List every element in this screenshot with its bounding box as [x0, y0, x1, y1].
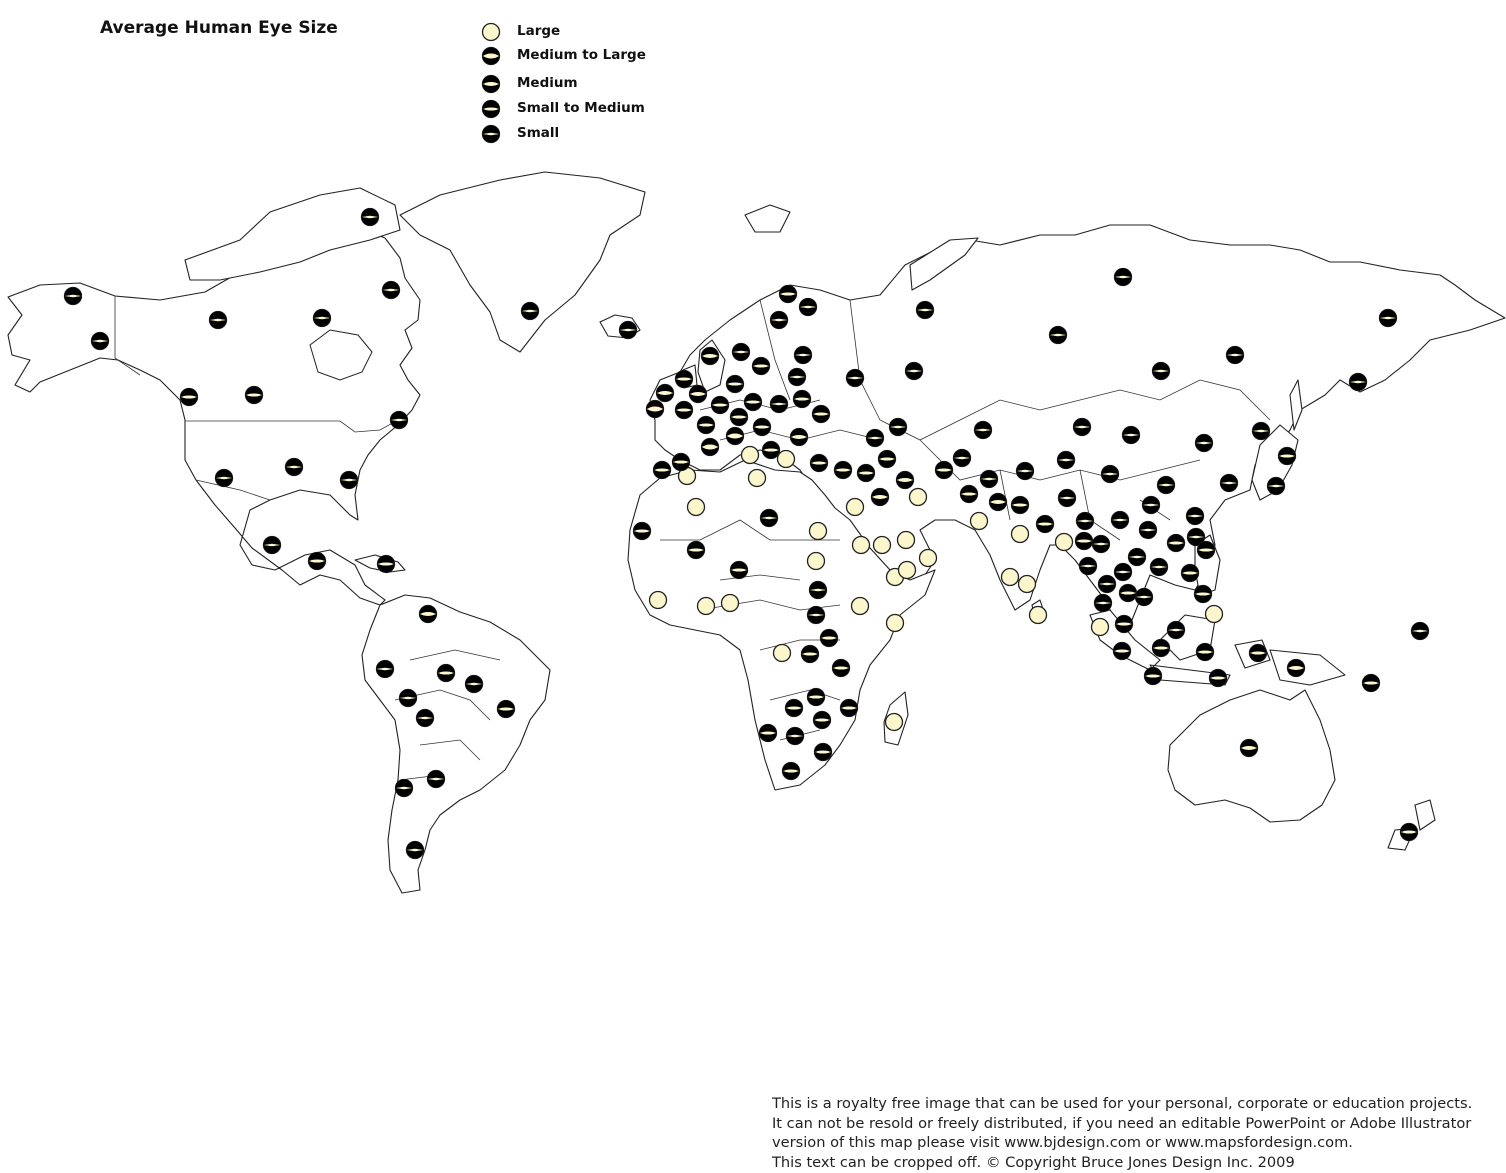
eye-marker-icon [810, 523, 827, 540]
eye-marker-icon [654, 462, 671, 479]
medium-eye-icon [483, 76, 500, 93]
eye-marker-icon [858, 465, 875, 482]
eye-marker-icon [1093, 536, 1110, 553]
eye-marker-icon [1210, 670, 1227, 687]
eye-marker-icon [1136, 589, 1153, 606]
copyright-line-2: It can not be resold or freely distributed, if you need an editable PowerPoint or Adobe Illustrator [772, 1114, 1472, 1132]
eye-marker-icon [899, 562, 916, 579]
eye-marker-icon [1288, 660, 1305, 677]
copyright-notice [772, 1094, 1472, 1172]
eye-marker-icon [657, 385, 674, 402]
eye-marker-icon [417, 710, 434, 727]
eye-marker-icon [688, 542, 705, 559]
eye-marker-icon [874, 537, 891, 554]
eye-marker-icon [314, 310, 331, 327]
eye-marker-icon [731, 562, 748, 579]
eye-marker-icon [1030, 607, 1047, 624]
eye-marker-icon [847, 499, 864, 516]
eye-marker-icon [1221, 475, 1238, 492]
eye-marker-icon [727, 376, 744, 393]
legend-label-small-to-medium: Small to Medium [517, 100, 645, 116]
eye-marker-icon [981, 471, 998, 488]
eye-marker-icon [1197, 644, 1214, 661]
eye-marker-icon [1058, 452, 1075, 469]
eye-marker-icon [808, 607, 825, 624]
eye-marker-icon [821, 630, 838, 647]
eye-marker-icon [1080, 558, 1097, 575]
eye-marker-icon [1059, 490, 1076, 507]
eye-marker-icon [396, 780, 413, 797]
eye-marker-icon [771, 312, 788, 329]
eye-marker-icon [886, 714, 903, 731]
eye-marker-icon [786, 700, 803, 717]
eye-marker-icon [1268, 478, 1285, 495]
eye-marker-icon [789, 369, 806, 386]
eye-marker-icon [990, 494, 1007, 511]
eye-marker-icon [800, 299, 817, 316]
eye-marker-icon [795, 347, 812, 364]
eye-marker-icon [698, 417, 715, 434]
eye-marker-icon [727, 428, 744, 445]
eye-marker-icon [760, 725, 777, 742]
eye-marker-icon [688, 499, 705, 516]
eye-marker-icon [1140, 522, 1157, 539]
eye-marker-icon [802, 646, 819, 663]
eye-marker-icon [383, 282, 400, 299]
eye-marker-icon [1279, 448, 1296, 465]
eye-marker-icon [378, 556, 395, 573]
eye-marker-icon [1050, 327, 1067, 344]
eye-marker-icon [1412, 623, 1429, 640]
legend-item-small [480, 122, 680, 144]
small-medium-eye-icon [480, 97, 504, 121]
eye-marker-icon [1350, 374, 1367, 391]
eye-marker-icon [1253, 423, 1270, 440]
eye-marker-icon [1206, 606, 1223, 623]
south-america-landmass [362, 595, 550, 893]
eye-marker-icon [65, 288, 82, 305]
eye-marker-icon [1056, 534, 1073, 551]
eye-marker-icon [1074, 419, 1091, 436]
eye-marker-icon [702, 439, 719, 456]
legend-item-medium [480, 72, 680, 94]
legend-item-medium-to-large [480, 44, 680, 66]
eye-marker-icon [906, 363, 923, 380]
eye-marker-icon [1076, 533, 1093, 550]
eye-marker-icon [650, 592, 667, 609]
eye-marker-icon [1077, 513, 1094, 530]
eye-marker-icon [1002, 569, 1019, 586]
eye-marker-icon [853, 537, 870, 554]
eye-marker-icon [1115, 564, 1132, 581]
eye-marker-icon [794, 391, 811, 408]
eye-marker-icon [975, 422, 992, 439]
copyright-line-1: This is a royalty free image that can be used for your personal, corporate or education projects. [772, 1095, 1473, 1112]
eye-marker-icon [1112, 512, 1129, 529]
eye-marker-icon [778, 451, 795, 468]
eye-marker-icon [763, 442, 780, 459]
eye-marker-icon [1143, 497, 1160, 514]
eye-marker-icon [400, 690, 417, 707]
legend-label-medium: Medium [517, 75, 578, 91]
eye-marker-icon [791, 429, 808, 446]
eye-marker-icon [1145, 668, 1162, 685]
eye-marker-icon [1120, 585, 1137, 602]
eye-marker-icon [181, 389, 198, 406]
eye-marker-icon [811, 455, 828, 472]
eye-marker-icon [1095, 595, 1112, 612]
eye-marker-icon [1102, 466, 1119, 483]
eye-marker-icon [286, 459, 303, 476]
north-america-landmass [8, 228, 420, 605]
eye-marker-icon [1019, 576, 1036, 593]
eye-marker-icon [810, 582, 827, 599]
eye-marker-icon [1198, 542, 1215, 559]
eye-marker-icon [341, 472, 358, 489]
eye-marker-icon [749, 470, 766, 487]
eye-marker-icon [420, 606, 437, 623]
eye-marker-icon [391, 412, 408, 429]
eye-marker-icon [920, 550, 937, 567]
large-eye-icon [480, 20, 504, 44]
eye-marker-icon [814, 712, 831, 729]
eye-marker-icon [1099, 576, 1116, 593]
eye-marker-icon [690, 386, 707, 403]
eye-marker-icon [879, 451, 896, 468]
eye-marker-icon [787, 728, 804, 745]
eye-marker-icon [954, 450, 971, 467]
svalbard-islands [745, 205, 790, 232]
eye-marker-icon [428, 771, 445, 788]
eye-marker-icon [362, 209, 379, 226]
map-title: Average Human Eye Size [100, 18, 338, 38]
eye-marker-icon [264, 537, 281, 554]
eye-marker-icon [815, 744, 832, 761]
eye-marker-icon [498, 701, 515, 718]
eye-marker-icon [1168, 622, 1185, 639]
eye-marker-icon [676, 402, 693, 419]
legend-label-small: Small [517, 125, 560, 141]
eye-marker-icon [1401, 824, 1418, 841]
eye-marker-icon [961, 486, 978, 503]
eye-marker-icon [745, 394, 762, 411]
small-eye-icon [483, 126, 500, 143]
eye-marker-icon [216, 470, 233, 487]
eye-marker-icon [1195, 586, 1212, 603]
eye-marker-icon [971, 513, 988, 530]
eye-marker-icon [1196, 435, 1213, 452]
medium-large-eye-icon [480, 44, 504, 68]
eye-marker-icon [774, 645, 791, 662]
eye-marker-icon [910, 489, 927, 506]
eye-marker-icon [753, 358, 770, 375]
eye-marker-icon [1187, 508, 1204, 525]
eye-marker-icon [936, 462, 953, 479]
eye-marker-icon [438, 665, 455, 682]
eye-marker-icon [1153, 640, 1170, 657]
eye-marker-icon [780, 286, 797, 303]
eye-marker-icon [847, 370, 864, 387]
eye-marker-icon [246, 387, 263, 404]
eye-marker-icon [887, 615, 904, 632]
eye-marker-icon [1153, 363, 1170, 380]
eye-marker-icon [1123, 427, 1140, 444]
eye-marker-icon [1017, 463, 1034, 480]
eye-marker-icon [1227, 347, 1244, 364]
eye-marker-icon [808, 689, 825, 706]
legend-item-small-to-medium [480, 97, 680, 119]
eye-marker-icon [92, 333, 109, 350]
eye-marker-icon [634, 523, 651, 540]
eye-marker-icon [466, 676, 483, 693]
eye-marker-icon [733, 344, 750, 361]
eye-marker-icon [867, 430, 884, 447]
eye-marker-icon [897, 472, 914, 489]
eye-marker-icon [676, 371, 693, 388]
eye-marker-icon [1092, 619, 1109, 636]
eye-marker-icon [833, 660, 850, 677]
eye-marker-icon [522, 303, 539, 320]
eye-marker-icon [1012, 497, 1029, 514]
eye-marker-icon [647, 401, 664, 418]
large-eye-icon [483, 24, 500, 41]
eye-marker-icon [407, 842, 424, 859]
copyright-line-3: version of this map please visit www.bjdesign.com or www.mapsfordesign.com. [772, 1134, 1353, 1152]
eye-marker-icon [1115, 269, 1132, 286]
eye-marker-icon [783, 763, 800, 780]
eye-marker-icon [808, 553, 825, 570]
legend-item-large [480, 20, 680, 42]
eye-marker-icon [1129, 549, 1146, 566]
eye-marker-icon [1114, 643, 1131, 660]
eye-marker-icon [702, 348, 719, 365]
eye-marker-icon [712, 397, 729, 414]
eye-marker-icon [1151, 559, 1168, 576]
eye-marker-icon [898, 532, 915, 549]
eye-marker-icon [917, 302, 934, 319]
eye-marker-icon [761, 510, 778, 527]
eye-marker-icon [1182, 565, 1199, 582]
eye-marker-icon [771, 396, 788, 413]
eye-marker-icon [813, 406, 830, 423]
eye-marker-icon [1380, 310, 1397, 327]
eye-marker-icon [673, 454, 690, 471]
eye-marker-icon [377, 661, 394, 678]
legend-label-medium-to-large: Medium to Large [517, 47, 646, 63]
eye-marker-icon [835, 462, 852, 479]
eye-marker-icon [1116, 616, 1133, 633]
eye-marker-icon [890, 419, 907, 436]
legend-label-large: Large [517, 23, 561, 39]
eye-marker-icon [731, 409, 748, 426]
eye-marker-icon [1363, 675, 1380, 692]
eye-marker-icon [1012, 526, 1029, 543]
medium-large-eye-icon [483, 48, 500, 65]
eye-marker-icon [841, 700, 858, 717]
small-eye-icon [480, 122, 504, 146]
eye-marker-icon [742, 447, 759, 464]
eye-marker-icon [754, 419, 771, 436]
eye-marker-icon [1250, 645, 1267, 662]
eye-marker-icon [309, 553, 326, 570]
copyright-line-4: This text can be cropped off. © Copyright Bruce Jones Design Inc. 2009 [772, 1153, 1295, 1171]
medium-eye-icon [480, 72, 504, 96]
eye-marker-icon [620, 322, 637, 339]
eye-marker-icon [1158, 477, 1175, 494]
eye-marker-icon [722, 595, 739, 612]
eye-marker-icon [872, 489, 889, 506]
small-medium-eye-icon [483, 101, 500, 118]
eye-marker-icon [1168, 535, 1185, 552]
eye-marker-icon [1241, 740, 1258, 757]
eye-marker-icon [698, 598, 715, 615]
eye-marker-icon [1037, 516, 1054, 533]
eye-marker-icon [210, 312, 227, 329]
eye-marker-icon [852, 598, 869, 615]
